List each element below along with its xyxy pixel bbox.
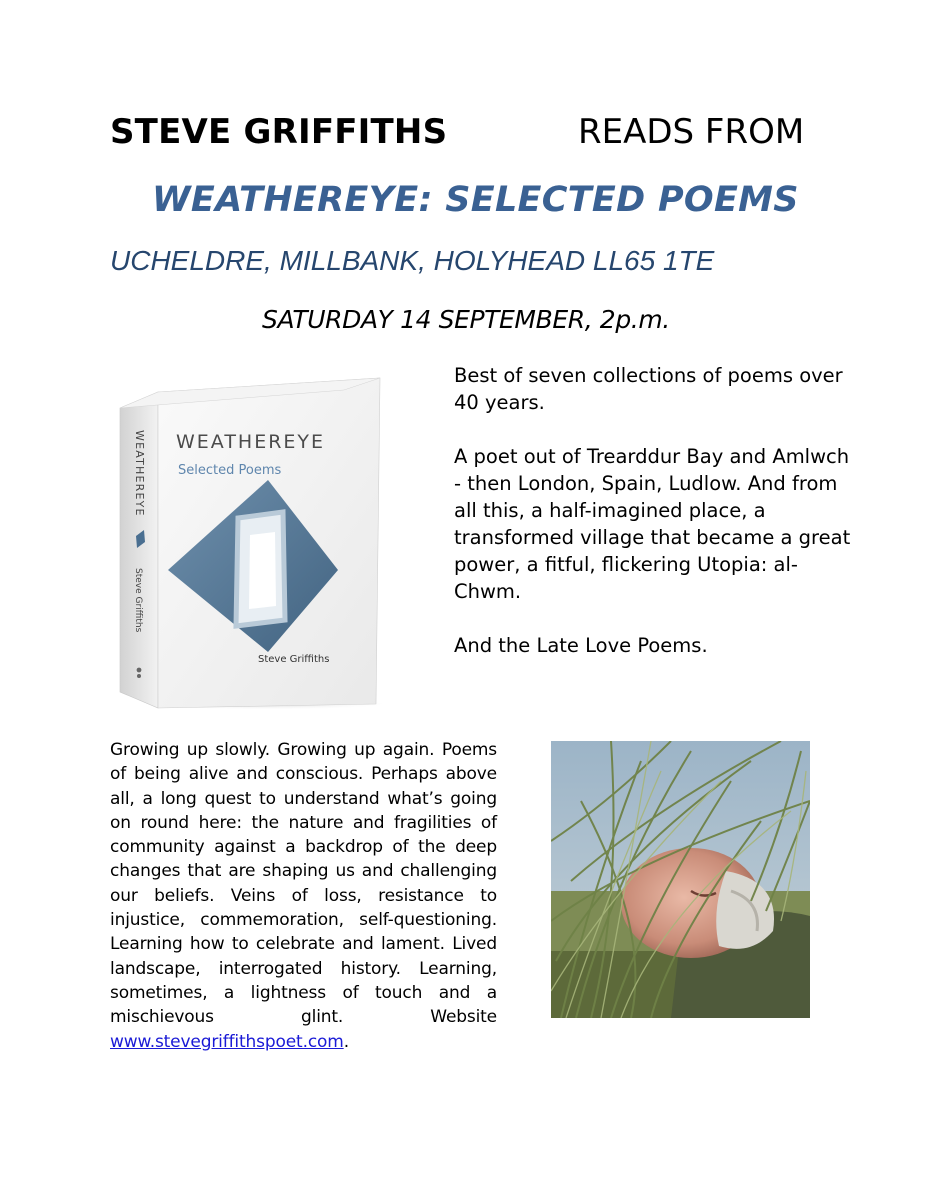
description-left — [110, 738, 497, 1054]
description-paragraph-2: A poet out of Trearddur Bay and Amlwch - then London, Spain, Ludlow. And from all this, a half-imagined place, a transformed village that became a great power, a fitful, flickering Utopia: al-Chwm. — [454, 445, 851, 603]
author-name: STEVE GRIFFITHS — [110, 112, 448, 152]
cover-author: Steve Griffiths — [258, 654, 330, 665]
description-right — [454, 362, 854, 686]
cover-title: WEATHEREYE — [176, 431, 326, 453]
spine-author: Steve Griffiths — [133, 568, 143, 633]
spine-title: WEATHEREYE — [133, 430, 146, 517]
description-end: . — [343, 1031, 349, 1052]
book-cover-image — [118, 370, 388, 710]
event-date: SATURDAY 14 SEPTEMBER, 2p.m. — [262, 305, 670, 334]
description-paragraph-3: And the Late Love Poems. — [454, 634, 708, 657]
description-paragraph-1: Best of seven collections of poems over 40 years. — [454, 364, 843, 414]
cover-subtitle: Selected Poems — [178, 463, 282, 478]
reads-from-label: READS FROM — [578, 112, 805, 152]
website-link[interactable]: www.stevegriffithspoet.com — [110, 1031, 344, 1052]
book-title: WEATHEREYE: SELECTED POEMS — [152, 180, 799, 220]
author-photo — [551, 741, 810, 1018]
venue-address: UCHELDRE, MILLBANK, HOLYHEAD LL65 1TE — [110, 245, 715, 276]
description-body: Growing up slowly. Growing up again. Poems of being alive and conscious. Perhaps above all, a long quest to understand what’s going on round here: the nature and fragilities of community against a backdrop of the deep changes that are shaping us and challenging our beliefs. Veins of loss, resistance to injustice, commemoration, self-questioning. Learning how to celebrate and lament. Lived landscape, interrogated history. Learning, sometimes, a lightness of touch and a mischievous glint. Website — [110, 740, 497, 1028]
